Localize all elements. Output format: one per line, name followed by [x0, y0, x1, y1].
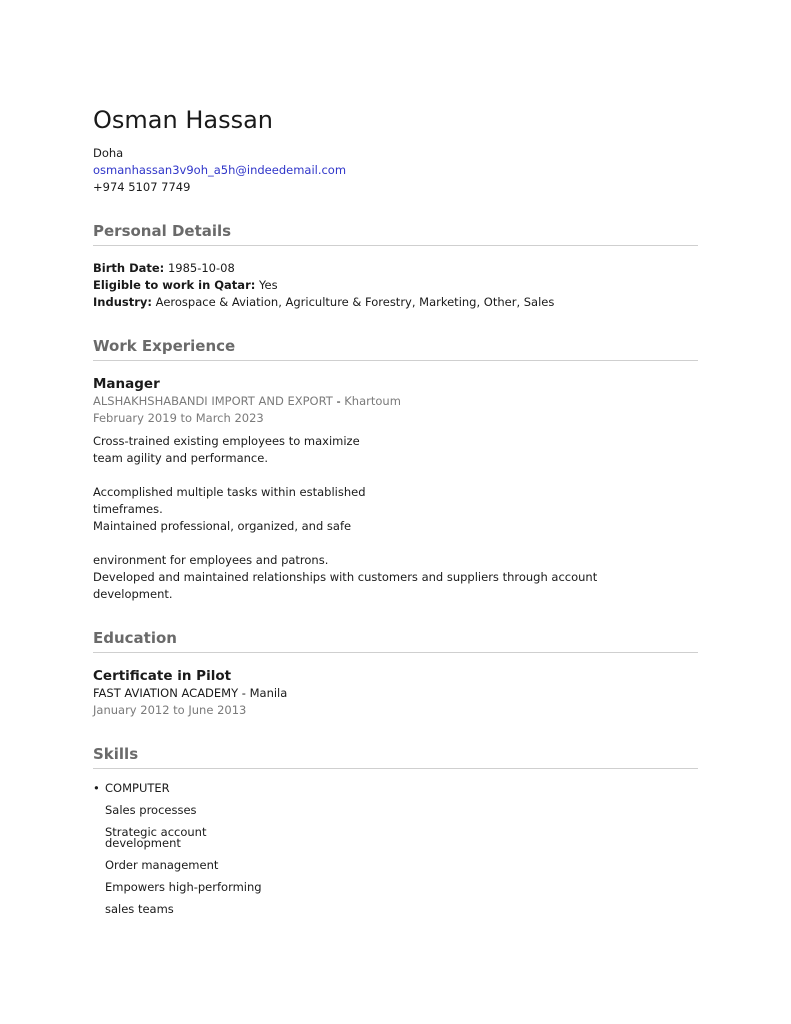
birth-date-label: Birth Date: — [93, 261, 165, 275]
skill-label: Order management — [105, 858, 219, 872]
skill-label: • COMPUTER — [105, 781, 170, 795]
education-section — [93, 628, 698, 719]
company-line — [93, 393, 698, 410]
section-title-skills: Skills — [93, 744, 698, 769]
skills-section — [93, 744, 698, 915]
work-experience-section — [93, 336, 698, 603]
company-name: ALSHAKHSHABANDI IMPORT AND EXPORT — [93, 394, 333, 408]
location: Doha — [93, 146, 124, 160]
skill-label: sales teams — [105, 902, 174, 916]
candidate-name: Osman Hassan — [93, 106, 273, 134]
skill-item — [93, 860, 698, 871]
skill-item — [93, 904, 698, 915]
company-location: Khartoum — [344, 394, 401, 408]
skill-item — [93, 882, 698, 893]
phone: +974 5107 7749 — [93, 180, 191, 194]
skill-label: Empowers high-performing — [105, 880, 262, 894]
school-line — [93, 685, 698, 702]
birth-date-value: 1985-10-08 — [167, 261, 235, 275]
industry-value: Aerospace & Aviation, Agriculture & Forestry, Marketing, Other, Sales — [155, 295, 555, 309]
section-title-personal: Personal Details — [93, 221, 698, 246]
industry-row — [93, 294, 698, 311]
skill-item — [93, 827, 698, 849]
skill-label: Sales processes — [105, 803, 197, 817]
job-title: Manager — [93, 376, 160, 392]
skill-item — [93, 805, 698, 816]
personal-details-section — [93, 221, 698, 311]
skills-list — [93, 783, 698, 915]
email-link[interactable]: osmanhassan3v9oh_a5h@indeedemail.com — [93, 163, 347, 177]
industry-label: Industry: — [93, 295, 152, 309]
eligibility-value: Yes — [259, 278, 278, 292]
resume-page — [93, 104, 698, 926]
job-description: Cross-trained existing employees to maximize team agility and performance. Accomplished multiple tasks within established timeframes. Maintained professional, organized, and safe environment for employees and patrons. Developed and maintained relationships with customers and suppliers through account development. — [93, 434, 598, 601]
section-title-education: Education — [93, 628, 698, 653]
skill-label: Strategic account development — [105, 825, 207, 850]
school-separator: - — [241, 686, 250, 700]
degree-title: Certificate in Pilot — [93, 668, 232, 684]
job-dates: February 2019 to March 2023 — [93, 411, 264, 425]
birth-date-row — [93, 260, 698, 277]
header — [93, 104, 698, 196]
section-title-work: Work Experience — [93, 336, 698, 361]
school-name: FAST AVIATION ACADEMY — [93, 686, 239, 700]
education-dates: January 2012 to June 2013 — [93, 703, 247, 717]
eligibility-label: Eligible to work in Qatar: — [93, 278, 256, 292]
eligibility-row — [93, 277, 698, 294]
school-location: Manila — [249, 686, 288, 700]
skill-item — [93, 783, 698, 794]
company-separator: - — [336, 394, 345, 408]
